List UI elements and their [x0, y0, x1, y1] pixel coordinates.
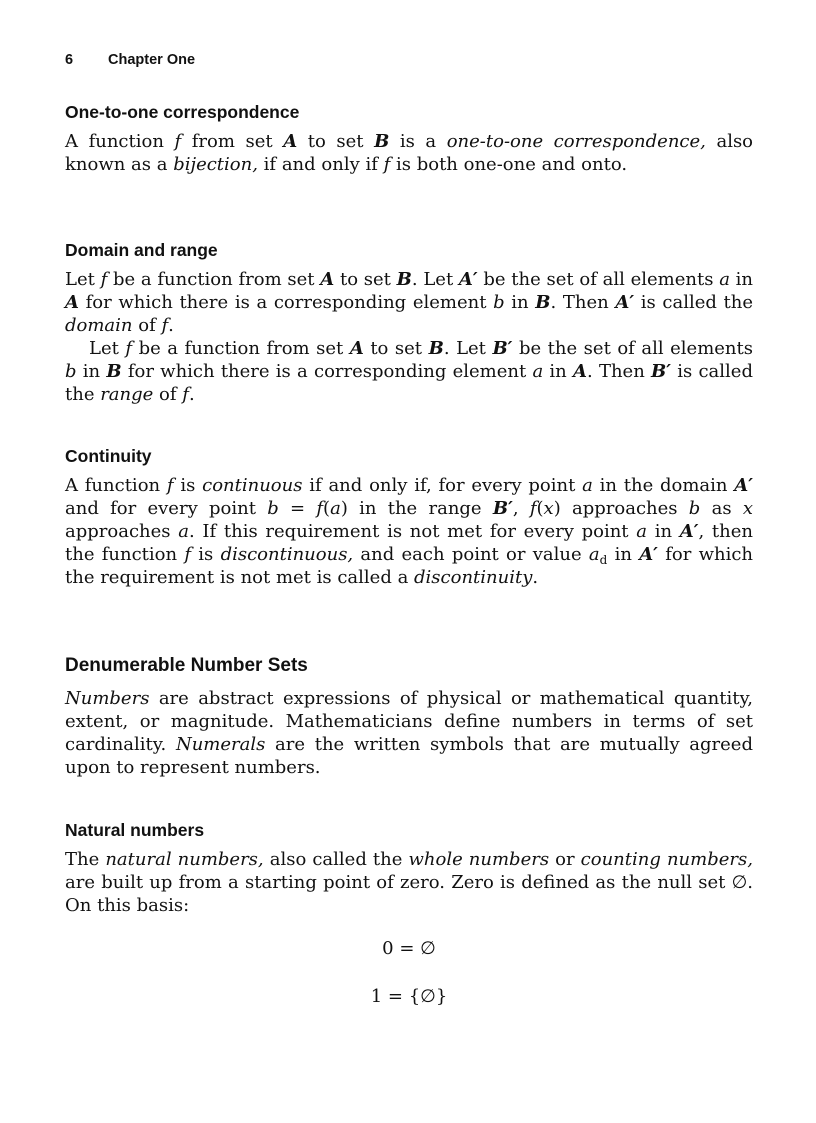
- text: . Let: [443, 338, 493, 359]
- text: .: [188, 384, 195, 405]
- text: in: [607, 544, 640, 565]
- symbol-f: f: [174, 131, 182, 152]
- symbol-a-prime: A′: [639, 544, 658, 565]
- text: approaches: [65, 521, 179, 542]
- term-discontinuity: discontinuity: [414, 567, 533, 588]
- text: if and only if, for every point: [302, 475, 583, 496]
- heading-natural-numbers: Natural numbers: [65, 820, 205, 840]
- paragraph-domain: [65, 268, 753, 337]
- text: if and only if: [257, 154, 384, 175]
- term-whole-numbers: whole numbers: [408, 849, 550, 870]
- text: is: [173, 475, 203, 496]
- paren: (: [536, 498, 544, 519]
- text: for which there is a corresponding element: [78, 292, 494, 313]
- text: or: [549, 849, 581, 870]
- term-counting-numbers: counting numbers,: [580, 849, 753, 870]
- heading-continuity: Continuity: [65, 446, 152, 466]
- symbol-b-prime: B′: [492, 338, 513, 359]
- text: =: [278, 498, 317, 519]
- page-number: 6: [65, 52, 74, 68]
- symbol-f: f: [383, 154, 391, 175]
- symbol-set-a: A: [349, 338, 364, 359]
- text: is called the: [65, 361, 753, 405]
- term-natural-numbers: natural numbers,: [105, 849, 264, 870]
- symbol-f: f: [529, 498, 537, 519]
- text: Let: [89, 338, 126, 359]
- equation-zero: 0 = ∅: [382, 938, 436, 959]
- text: be a function from set: [132, 338, 350, 359]
- text: of: [153, 384, 183, 405]
- text: .: [532, 567, 539, 588]
- term-discontinuous: discontinuous,: [220, 544, 354, 565]
- text: A function: [65, 475, 167, 496]
- paragraph-denumerable: [65, 687, 753, 779]
- equation-one: 1 = {∅}: [370, 986, 448, 1007]
- symbol-a: a: [719, 269, 730, 290]
- text: are abstract expressions of physical or mathematical quantity, extent, or magnitude. Mathematicians define numbers in terms of set cardinality.: [65, 688, 753, 755]
- text: in: [504, 292, 536, 313]
- paren: ): [340, 498, 348, 519]
- symbol-b: b: [688, 498, 701, 519]
- symbol-set-a: A: [573, 361, 587, 382]
- symbol-f: f: [182, 384, 189, 405]
- symbol-f: f: [316, 498, 324, 519]
- text: is called the: [634, 292, 754, 313]
- text: to set: [297, 131, 375, 152]
- symbol-f: f: [125, 338, 133, 359]
- text: The: [65, 849, 106, 870]
- paren: ): [553, 498, 561, 519]
- text: . If this requirement is not met for every point: [188, 521, 637, 542]
- paragraph-range: [65, 337, 753, 406]
- symbol-a-prime: A′: [679, 521, 699, 542]
- text: and for every point: [65, 498, 268, 519]
- text: be the set of all elements: [512, 338, 753, 359]
- symbol-f: f: [184, 544, 192, 565]
- paragraph-one-to-one: [65, 130, 753, 176]
- term-domain: domain: [65, 315, 133, 336]
- symbol-b: b: [267, 498, 279, 519]
- symbol-b-prime: B′: [651, 361, 671, 382]
- text: in: [76, 361, 107, 382]
- text: . Let: [411, 269, 459, 290]
- symbol-a: a: [636, 521, 647, 542]
- symbol-a-prime: A′: [615, 292, 635, 313]
- term-bijection: bijection,: [173, 154, 258, 175]
- symbol-a: a: [588, 544, 600, 565]
- symbol-b-prime: B′: [492, 498, 513, 519]
- text: in the domain: [592, 475, 735, 496]
- text: for which there is a corresponding element: [121, 361, 533, 382]
- term-numerals: Numerals: [175, 734, 266, 755]
- text: as: [700, 498, 743, 519]
- text: in the range: [347, 498, 493, 519]
- symbol-b: b: [65, 361, 77, 382]
- text: from set: [181, 131, 284, 152]
- text: in: [729, 269, 754, 290]
- symbol-set-b: B: [396, 269, 412, 290]
- text: approaches: [560, 498, 689, 519]
- symbol-a: a: [532, 361, 544, 382]
- term-continuous: continuous: [202, 475, 303, 496]
- symbol-set-b: B: [374, 131, 390, 152]
- symbol-set-a: A: [283, 131, 298, 152]
- symbol-a: a: [330, 498, 341, 519]
- text: are the written symbols that are mutually agreed upon to represent numbers.: [65, 734, 753, 778]
- symbol-f: f: [161, 315, 169, 336]
- text: , then the function: [65, 521, 754, 565]
- text: also known as a: [65, 131, 754, 175]
- text: are built up from a starting point of zero. Zero is defined as the null set ∅. On this basis:: [65, 872, 753, 916]
- text: is a: [389, 131, 447, 152]
- text: A function: [65, 131, 175, 152]
- symbol-set-b: B: [106, 361, 122, 382]
- text: also called the: [263, 849, 409, 870]
- symbol-set-b: B: [535, 292, 551, 313]
- text: . Then: [550, 292, 616, 313]
- symbol-a: a: [582, 475, 593, 496]
- text: and each point or value: [353, 544, 589, 565]
- symbol-set-a: A: [65, 292, 79, 313]
- text: to set: [334, 269, 397, 290]
- symbol-f: f: [166, 475, 174, 496]
- symbol-x: x: [543, 498, 554, 519]
- paragraph-natural-numbers: [65, 848, 753, 917]
- text: to set: [363, 338, 429, 359]
- symbol-set-a: A: [320, 269, 335, 290]
- chapter-title: Chapter One: [108, 52, 196, 68]
- text: ,: [512, 498, 530, 519]
- text: .: [168, 315, 174, 336]
- text: be a function from set: [107, 269, 321, 290]
- heading-one-to-one: One-to-one correspondence: [65, 102, 300, 122]
- paragraph-continuity: [65, 474, 753, 589]
- text: Let: [65, 269, 101, 290]
- heading-denumerable: Denumerable Number Sets: [65, 655, 308, 676]
- heading-domain-range: Domain and range: [65, 240, 218, 260]
- term-numbers: Numbers: [65, 688, 150, 709]
- text: in: [543, 361, 574, 382]
- running-head: [65, 52, 195, 68]
- text: of: [132, 315, 162, 336]
- text: . Then: [586, 361, 652, 382]
- symbol-f: f: [100, 269, 108, 290]
- symbol-x: x: [742, 498, 753, 519]
- term-one-to-one: one-to-one correspondence,: [446, 131, 706, 152]
- symbol-a-prime: A′: [458, 269, 478, 290]
- symbol-set-b: B: [428, 338, 444, 359]
- symbol-b: b: [493, 292, 505, 313]
- text: in: [647, 521, 680, 542]
- paren: (: [323, 498, 331, 519]
- text: is: [191, 544, 221, 565]
- symbol-a-prime: A′: [734, 475, 754, 496]
- text: is both one-one and onto.: [390, 154, 628, 175]
- subscript-d: d: [599, 553, 608, 567]
- term-range: range: [100, 384, 154, 405]
- text: be the set of all elements: [477, 269, 720, 290]
- text: for which the requirement is not met is called a: [65, 544, 753, 588]
- symbol-a: a: [178, 521, 189, 542]
